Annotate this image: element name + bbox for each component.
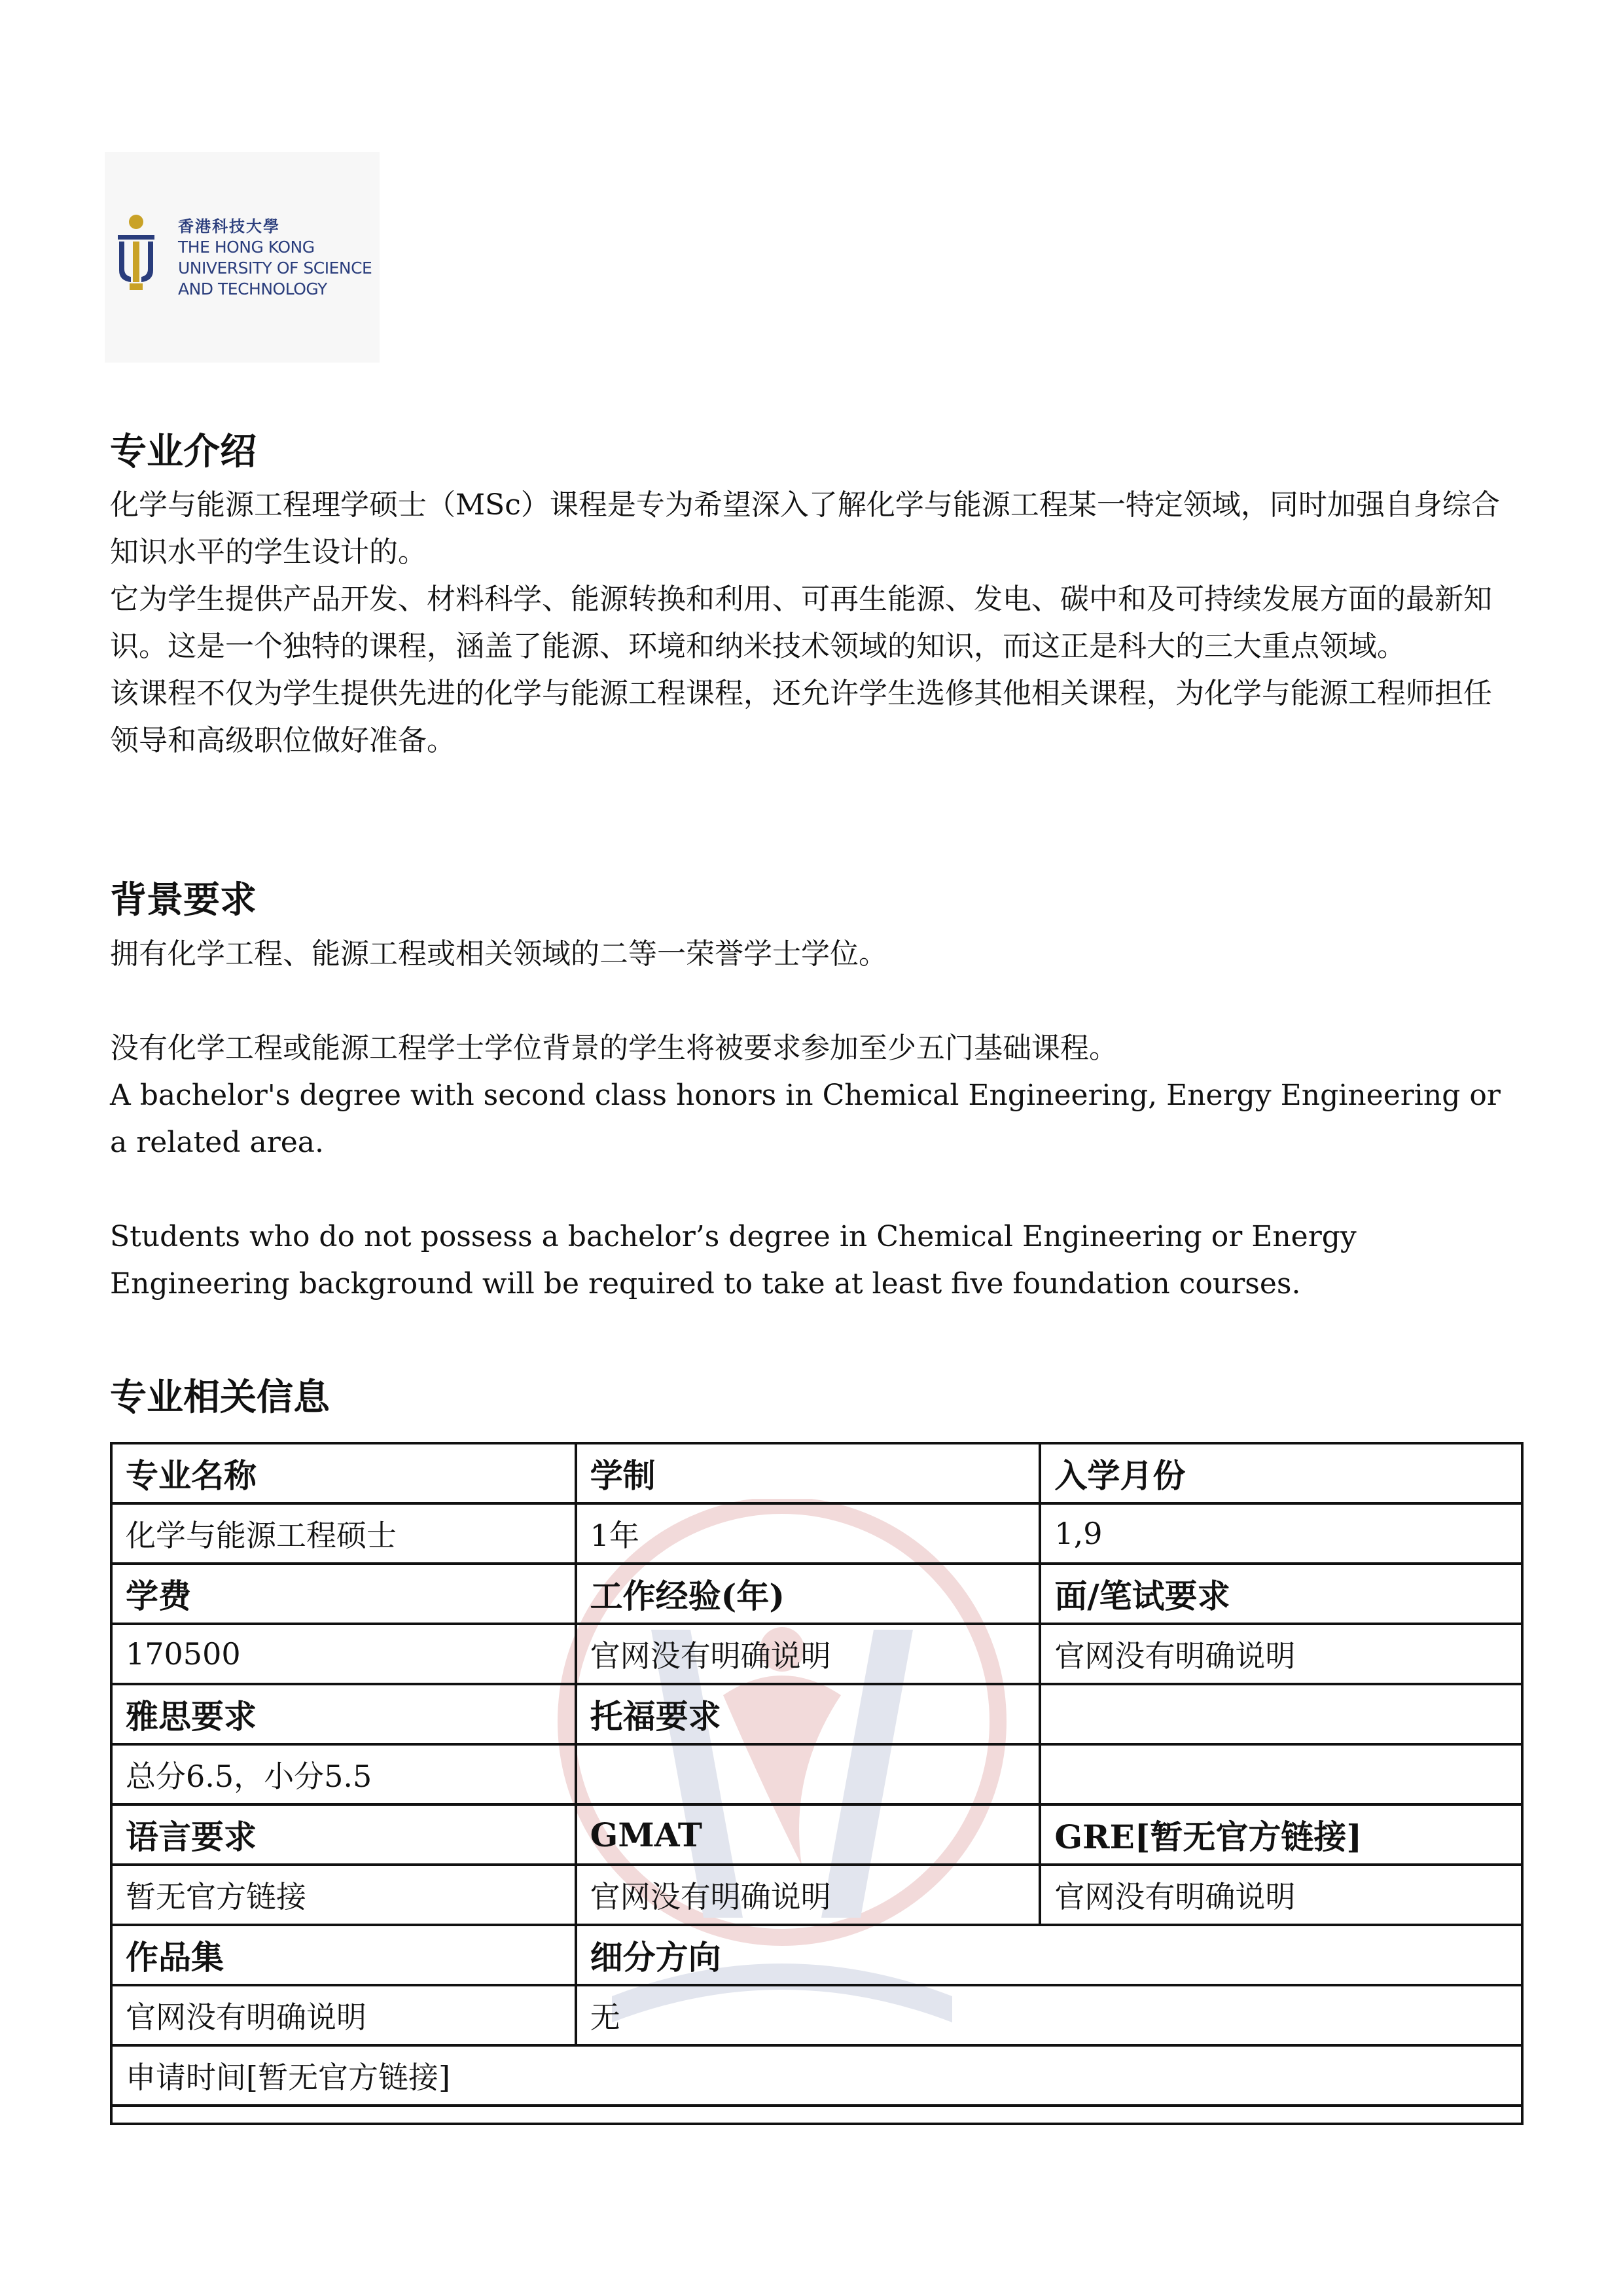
empty-cell [1040,1684,1522,1744]
label-portfolio: 作品集 [111,1925,576,1985]
label-toefl: 托福要求 [576,1684,1041,1744]
background-en-2: Students who do not possess a bachelor’s degree in Chemical Engineering or Energy Engineering background will be required to take at least five foundation courses. [110,1220,1357,1300]
value-interview: 官网没有明确说明 [1040,1624,1522,1684]
empty-cell [111,2106,1522,2124]
table-row [111,1684,1522,1744]
value-duration: 1年 [576,1503,1041,1564]
table-row [111,2045,1522,2106]
empty-cell [1040,1744,1522,1804]
label-concentration: 细分方向 [576,1925,1522,1985]
intro-paragraph: 化学与能源工程理学硕士（MSc）课程是专为希望深入了解化学与能源工程某一特定领域，同时加强自身综合知识水平的学生设计的。 [110,488,1500,569]
table-row [111,2106,1522,2124]
background-body [110,931,1510,1308]
logo-name-cn: 香港科技大學 [178,217,280,236]
intro-body [110,482,1510,764]
table-row [111,1624,1522,1684]
info-heading: 专业相关信息 [110,1376,330,1419]
value-concentration: 无 [576,1985,1522,2045]
table-row [111,1804,1522,1865]
label-deadline: 申请时间[暂无官方链接] [111,2045,1522,2106]
label-duration: 学制 [576,1443,1041,1503]
table-row [111,1564,1522,1624]
value-gre: 官网没有明确说明 [1040,1865,1522,1925]
university-logo [105,152,380,363]
value-tuition: 170500 [111,1624,576,1684]
background-cn-2: 没有化学工程或能源工程学士学位背景的学生将被要求参加至少五门基础课程。 [110,1031,1118,1065]
label-intake: 入学月份 [1040,1443,1522,1503]
value-portfolio: 官网没有明确说明 [111,1985,576,2045]
value-program-name: 化学与能源工程硕士 [111,1503,576,1564]
value-gmat: 官网没有明确说明 [576,1865,1041,1925]
intro-heading: 专业介绍 [110,430,257,473]
table-row [111,1443,1522,1503]
logo-name-en-line: AND TECHNOLOGY [178,279,327,298]
label-work-exp: 工作经验(年) [576,1564,1041,1624]
label-ielts: 雅思要求 [111,1684,576,1744]
label-gre: GRE[暂无官方链接] [1040,1804,1522,1865]
table-row [111,1865,1522,1925]
label-language: 语言要求 [111,1804,576,1865]
logo-text [178,216,372,300]
value-work-exp: 官网没有明确说明 [576,1624,1041,1684]
logo-name-en-line: UNIVERSITY OF SCIENCE [178,259,372,278]
program-info-table [110,1442,1524,2125]
background-heading: 背景要求 [110,878,257,922]
table-row [111,1744,1522,1804]
label-program-name: 专业名称 [111,1443,576,1503]
table-row [111,1985,1522,2045]
value-language: 暂无官方链接 [111,1865,576,1925]
background-en-1: A bachelor's degree with second class honors in Chemical Engineering, Energy Engineering or a related area. [110,1079,1501,1159]
value-toefl [576,1744,1041,1804]
table-row [111,1925,1522,1985]
intro-paragraph: 该课程不仅为学生提供先进的化学与能源工程课程，还允许学生选修其他相关课程，为化学与能源工程师担任领导和高级职位做好准备。 [110,677,1492,757]
table-row [111,1503,1522,1564]
label-tuition: 学费 [111,1564,576,1624]
logo-name-en-line: THE HONG KONG [178,238,315,257]
label-gmat: GMAT [576,1804,1041,1865]
label-interview: 面/笔试要求 [1040,1564,1522,1624]
hkust-emblem-icon [116,214,156,299]
value-ielts: 总分6.5，小分5.5 [111,1744,576,1804]
background-cn-1: 拥有化学工程、能源工程或相关领域的二等一荣誉学士学位。 [110,937,887,971]
intro-paragraph: 它为学生提供产品开发、材料科学、能源转换和利用、可再生能源、发电、碳中和及可持续发展方面的最新知识。这是一个独特的课程，涵盖了能源、环境和纳米技术领域的知识，而这正是科大的三大重点领域。 [110,583,1492,663]
value-intake: 1,9 [1040,1503,1522,1564]
